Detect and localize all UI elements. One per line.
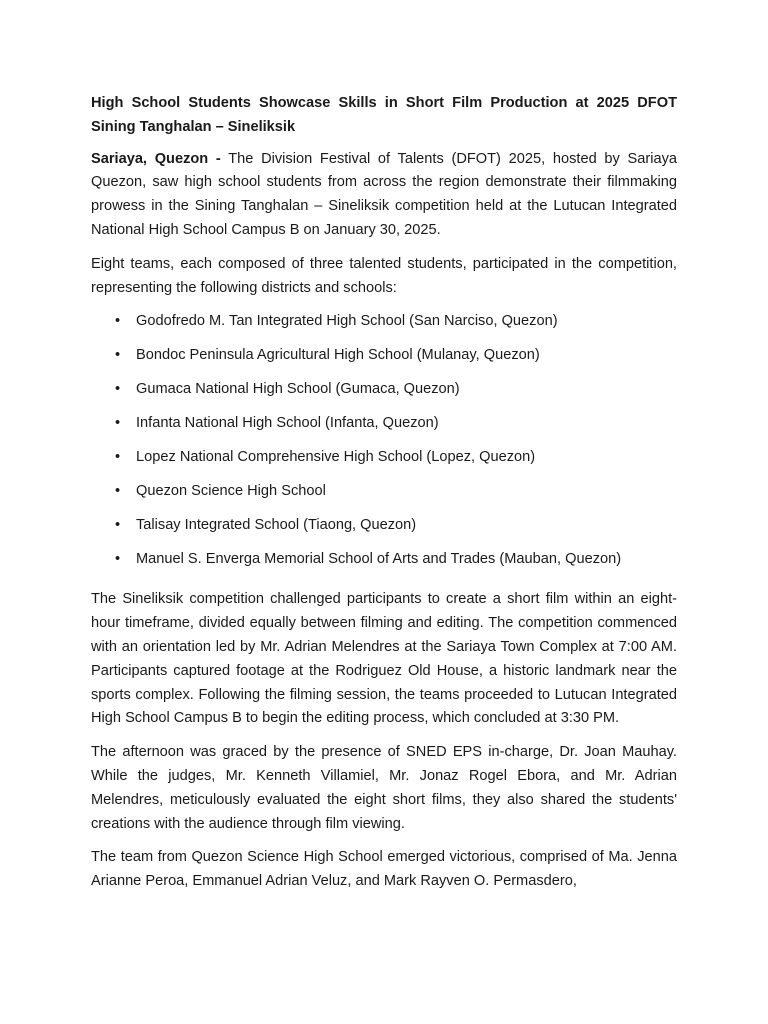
school-list <box>91 310 677 582</box>
list-item <box>91 548 677 582</box>
afternoon-paragraph: The afternoon was graced by the presence of SNED EPS in-charge, Dr. Joan Mauhay. While the judges, Mr. Kenneth Villamiel, Mr. Jonaz Rogel Ebora, and Mr. Adrian Melendres, meticulously evaluated the eight short films, they also shared the students' creations with the audience through film viewing. <box>91 744 677 832</box>
list-item <box>91 480 677 514</box>
bullet-icon: • <box>115 449 121 466</box>
article-title: High School Students Showcase Skills in Short Film Production at 2025 DFOT Sining Tanghalan – Sineliksik <box>91 95 677 135</box>
list-item <box>91 514 677 548</box>
school-name: Lopez National Comprehensive High School (Lopez, Quezon) <box>136 449 536 466</box>
intro-text: The Division Festival of Talents (DFOT) 2025, hosted by Sariaya Quezon, saw high school students from across the region demonstrate their filmmaking prowess in the Sining Tanghalan – Sineliksik competition held at the Lutucan Integrated National High School Campus B on January 30, 2025. <box>91 150 678 238</box>
school-name: Infanta National High School (Infanta, Quezon) <box>136 415 439 432</box>
bullet-icon: • <box>115 381 121 398</box>
list-item <box>91 344 677 378</box>
list-item <box>91 378 677 412</box>
competition-paragraph: The Sineliksik competition challenged participants to create a short film within an eight-hour timeframe, divided equally between filming and editing. The competition commenced with an orientation led by Mr. Adrian Melendres at the Sariaya Town Complex at 7:00 AM. Participants captured footage at the Rodriguez Old House, a historic landmark near the sports complex. Following the filming session, the teams proceeded to Lutucan Integrated High School Campus B to begin the editing process, which concluded at 3:30 PM. <box>91 591 677 727</box>
bullet-icon: • <box>115 313 121 330</box>
bullet-icon: • <box>115 415 121 432</box>
school-name: Bondoc Peninsula Agricultural High School (Mulanay, Quezon) <box>136 347 540 364</box>
winner-paragraph: The team from Quezon Science High School emerged victorious, comprised of Ma. Jenna Arianne Peroa, Emmanuel Adrian Veluz, and Mark Rayven O. Permasdero, <box>91 849 677 890</box>
school-name: Gumaca National High School (Gumaca, Quezon) <box>136 381 460 398</box>
school-name: Godofredo M. Tan Integrated High School (San Narciso, Quezon) <box>136 313 558 330</box>
bullet-icon: • <box>115 517 121 534</box>
school-name: Manuel S. Enverga Memorial School of Arts and Trades (Mauban, Quezon) <box>136 551 622 568</box>
school-name: Quezon Science High School <box>136 483 326 500</box>
school-name: Talisay Integrated School (Tiaong, Quezon) <box>136 517 417 534</box>
list-item <box>91 446 677 480</box>
list-item <box>91 412 677 446</box>
bullet-icon: • <box>115 483 121 500</box>
document-page <box>91 92 677 904</box>
dateline: Sariaya, Quezon - <box>91 150 221 167</box>
intro-paragraph <box>91 148 677 243</box>
teams-paragraph: Eight teams, each composed of three talented students, participated in the competition, representing the following districts and schools: <box>91 255 677 296</box>
bullet-icon: • <box>115 551 121 568</box>
list-item <box>91 310 677 344</box>
bullet-icon: • <box>115 347 121 364</box>
